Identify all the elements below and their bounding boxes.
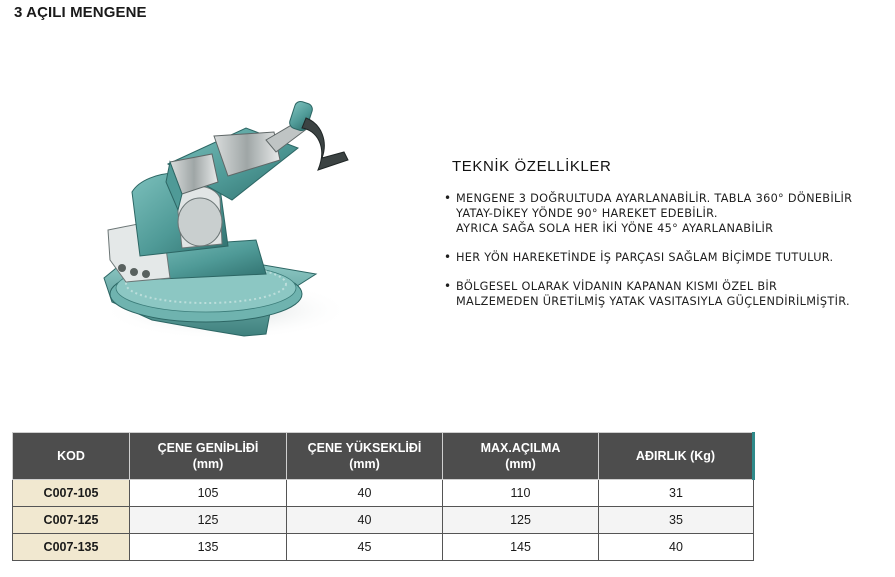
- table-row: [13, 480, 754, 507]
- bullet-icon: •: [444, 191, 452, 205]
- cell-jaw-width: 105: [130, 480, 287, 507]
- cell-jaw-height: 40: [287, 480, 443, 507]
- specs-title: TEKNİK ÖZELLİKLER: [452, 158, 612, 175]
- header-unit: (mm): [505, 457, 536, 471]
- cell-weight: 31: [599, 480, 754, 507]
- spec-line: MENGENE 3 DOĞRULTUDA AYARLANABİLİR. TABLA 360° DÖNEBİLİR: [456, 192, 853, 205]
- spec-line: MALZEMEDEN ÜRETİLMİŞ YATAK VASITASIYLA GÜÇLENDİRİLMİŞTİR.: [456, 295, 850, 308]
- cell-max-opening: 145: [443, 534, 599, 561]
- spec-item: [444, 250, 888, 265]
- spec-line: BÖLGESEL OLARAK VİDANIN KAPANAN KISMI ÖZEL BİR: [456, 280, 778, 293]
- spec-line: HER YÖN HAREKETİNDE İŞ PARÇASI SAĞLAM BİÇİMDE TUTULUR.: [456, 251, 834, 264]
- table-row: [13, 534, 754, 561]
- column-header-jaw-width: [130, 433, 287, 480]
- cell-jaw-height: 45: [287, 534, 443, 561]
- header-text: ÇENE GENİÞLİĐİ: [157, 441, 259, 455]
- header-text: KOD: [57, 449, 85, 463]
- spec-line: AYRICA SAĞA SOLA HER İKİ YÖNE 45° AYARLANABİLİR: [456, 222, 774, 235]
- spec-item: [444, 191, 888, 236]
- product-spec-table: [12, 432, 755, 561]
- table-row: [13, 507, 754, 534]
- cell-jaw-height: 40: [287, 507, 443, 534]
- column-header-jaw-height: [287, 433, 443, 480]
- cell-max-opening: 110: [443, 480, 599, 507]
- cell-max-opening: 125: [443, 507, 599, 534]
- header-text: AĐIRLIK (Kg): [635, 449, 716, 463]
- technical-specs: [444, 158, 888, 323]
- header-text: MAX.AÇILMA: [480, 441, 561, 455]
- cell-jaw-width: 135: [130, 534, 287, 561]
- table-header-row: [13, 433, 754, 480]
- cell-code: C007-135: [13, 534, 130, 561]
- header-unit: (mm): [349, 457, 380, 471]
- spec-line: YATAY-DİKEY YÖNDE 90° HAREKET EDEBİLİR.: [456, 207, 718, 220]
- cell-jaw-width: 125: [130, 507, 287, 534]
- header-text: ÇENE YÜKSEKLİĐİ: [307, 441, 422, 455]
- cell-weight: 35: [599, 507, 754, 534]
- header-unit: (mm): [192, 457, 224, 471]
- bullet-icon: •: [444, 250, 452, 264]
- column-header-max-opening: [443, 433, 599, 480]
- cell-code: C007-125: [13, 507, 130, 534]
- column-header-code: [13, 433, 130, 480]
- vise-product-image: [96, 98, 358, 342]
- spec-item: [444, 279, 888, 309]
- bullet-icon: •: [444, 279, 452, 293]
- page-title: 3 AÇILI MENGENE: [14, 4, 147, 21]
- cell-code: C007-105: [13, 480, 130, 507]
- cell-weight: 40: [599, 534, 754, 561]
- column-header-weight: [599, 433, 754, 480]
